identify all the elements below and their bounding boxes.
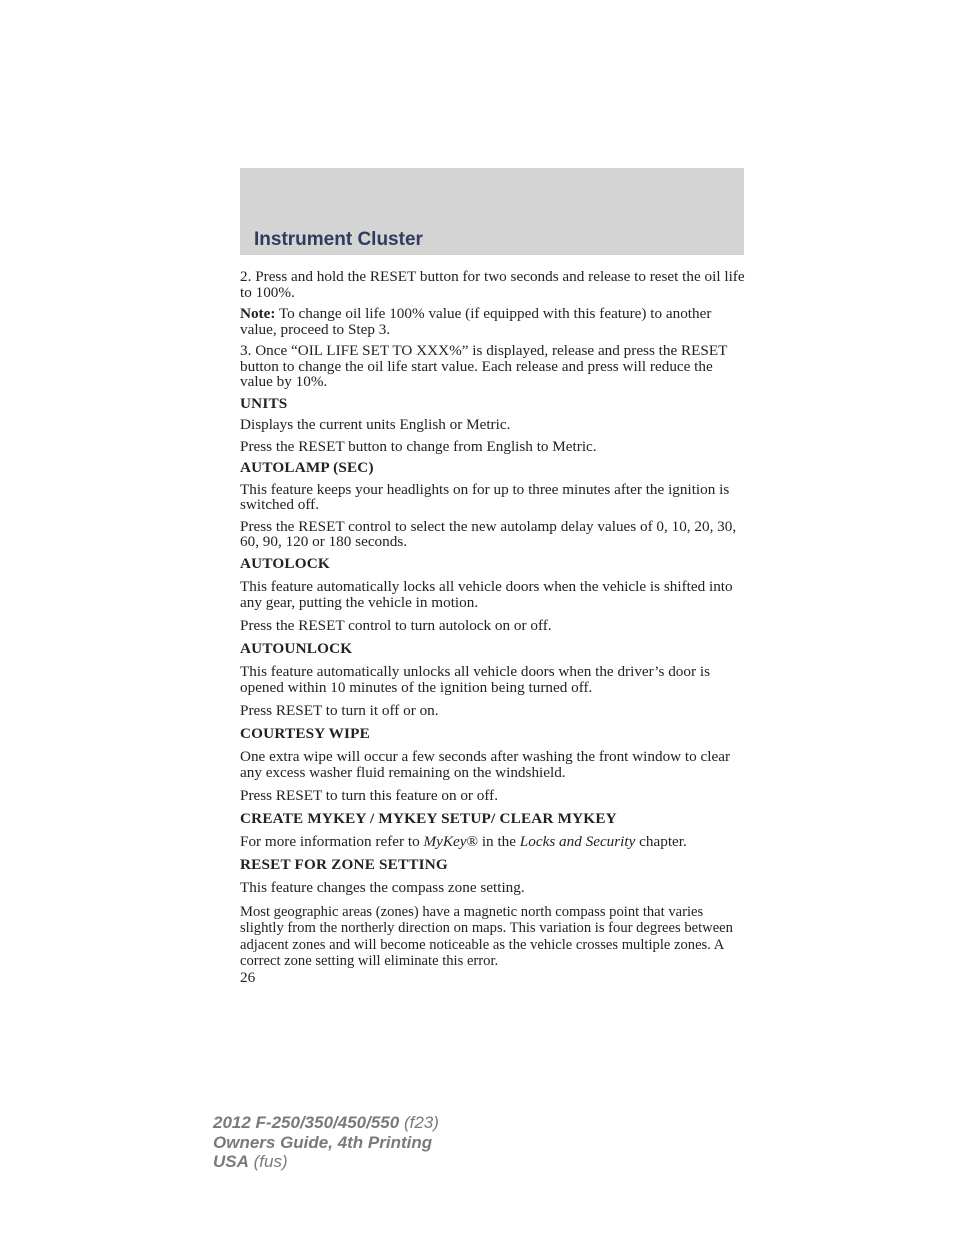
page-content: [240, 269, 746, 985]
courtesy-wipe-paragraph-2: Press RESET to turn this feature on or off.: [240, 787, 499, 804]
units-paragraph-1: Displays the current units English or Metric.: [240, 416, 511, 433]
autolock-paragraph-1: This feature automatically locks all vehicle doors when the vehicle is shifted into any gear, putting the vehicle in motion.: [240, 578, 733, 611]
units-paragraph-2: Press the RESET button to change from English to Metric.: [240, 437, 597, 455]
section-header-band: [240, 168, 744, 255]
footer-line-3: [213, 1152, 439, 1172]
locks-security-reference: Locks and Security: [519, 833, 636, 850]
courtesy-wipe-heading: COURTESY WIPE: [240, 724, 370, 742]
mykey-text-mid: in the: [478, 833, 520, 850]
step-2-paragraph: 2. Press and hold the RESET button for two seconds and release to reset the oil life to 100%.: [240, 268, 745, 301]
autolamp-paragraph-1: This feature keeps your headlights on for up to three minutes after the ignition is switched off.: [240, 480, 730, 513]
courtesy-wipe-paragraph-1: One extra wipe will occur a few seconds after washing the front window to clear any excess washer fluid remaining on the windshield.: [240, 748, 731, 781]
mykey-heading: CREATE MYKEY / MYKEY SETUP/ CLEAR MYKEY: [240, 809, 617, 827]
autounlock-paragraph-2: Press RESET to turn it off or on.: [240, 702, 439, 719]
document-footer: [213, 1113, 439, 1172]
autounlock-heading: AUTOUNLOCK: [240, 639, 353, 657]
mykey-paragraph: [240, 834, 746, 850]
footer-line-1: [213, 1113, 439, 1133]
units-heading: UNITS: [240, 394, 288, 412]
autolamp-paragraph-2: Press the RESET control to select the new autolamp delay values of 0, 10, 20, 30, 60, 90, 120 or 180 seconds.: [240, 517, 737, 550]
zone-heading: RESET FOR ZONE SETTING: [240, 855, 448, 873]
mykey-text-post: chapter.: [635, 833, 687, 850]
mykey-reference: MyKey: [423, 833, 467, 850]
step-3-paragraph: 3. Once “OIL LIFE SET TO XXX%” is displayed, release and press the RESET button to change the oil life start value. Each release and press will reduce the value by 10%.: [240, 342, 728, 390]
zone-paragraph-1: This feature changes the compass zone setting.: [240, 879, 525, 896]
mykey-text-pre: For more information refer to: [240, 833, 424, 850]
autolock-heading: AUTOLOCK: [240, 554, 330, 572]
note-text: To change oil life 100% value (if equipped with this feature) to another value, proceed to Step 3.: [240, 305, 712, 338]
footer-market: USA: [213, 1152, 249, 1171]
note-label: Note:: [240, 305, 276, 322]
footer-line-2: Owners Guide, 4th Printing: [213, 1132, 433, 1152]
autounlock-paragraph-1: This feature automatically unlocks all vehicle doors when the driver’s door is opened within 10 minutes of the ignition being turned off.: [240, 663, 710, 696]
zone-paragraph-2: Most geographic areas (zones) have a magnetic north compass point that varies slightly from the northerly direction on maps. This variation is four degrees between adjacent zones and will become noticeable as the vehicle crosses multiple zones. A correct zone setting will eliminate this error.: [240, 903, 733, 969]
note-paragraph: [240, 306, 746, 337]
page-number: 26: [240, 968, 256, 986]
footer-market-code: (fus): [248, 1152, 288, 1171]
footer-model-code: (f23): [399, 1113, 439, 1132]
registered-mark: ®: [466, 833, 479, 850]
footer-model: 2012 F-250/350/450/550: [213, 1113, 400, 1132]
autolock-paragraph-2: Press the RESET control to turn autolock on or off.: [240, 617, 552, 634]
section-title: Instrument Cluster: [254, 229, 423, 250]
autolamp-heading: AUTOLAMP (SEC): [240, 459, 374, 476]
